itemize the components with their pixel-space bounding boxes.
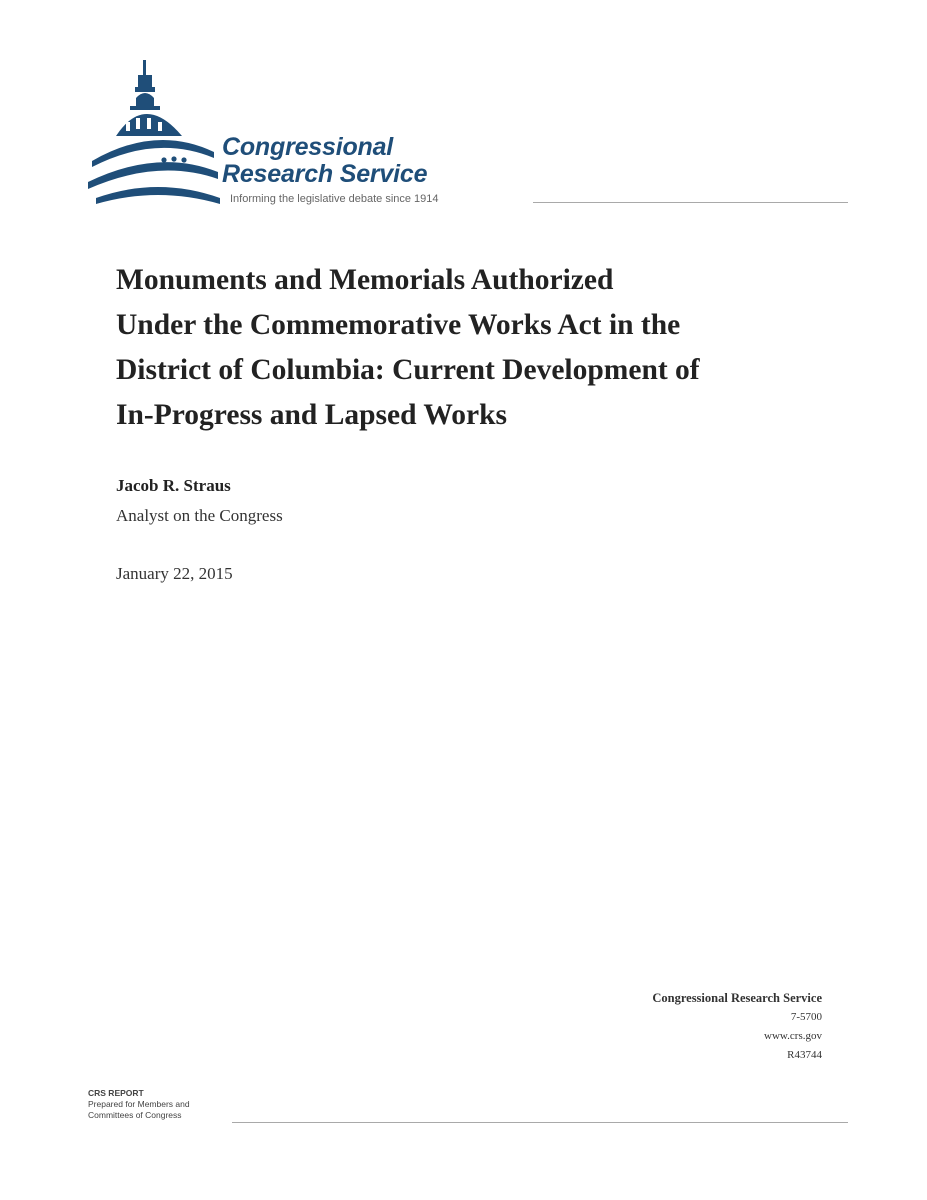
author-role: Analyst on the Congress <box>116 506 283 525</box>
crs-report-label: CRS REPORT <box>88 1088 144 1098</box>
crs-report-line: Prepared for Members and <box>88 1099 190 1109</box>
report-title-line: In-Progress and Lapsed Works <box>116 399 507 431</box>
brand-name-line1: Congressional <box>222 133 394 161</box>
crs-report-line: Committees of Congress <box>88 1110 182 1120</box>
header-divider <box>533 202 848 203</box>
footer-divider <box>232 1122 848 1123</box>
crs-report-note <box>88 1088 190 1121</box>
publisher-code: 7-5700 <box>790 1011 822 1023</box>
publisher-website: www.crs.gov <box>764 1030 822 1042</box>
report-title-line: District of Columbia: Current Development of <box>116 354 700 386</box>
report-number: R43744 <box>787 1049 822 1061</box>
author-name: Jacob R. Straus <box>116 476 231 495</box>
capitol-dome-logo-icon <box>86 58 226 208</box>
report-title <box>116 258 856 438</box>
report-title-line: Monuments and Memorials Authorized <box>116 264 614 296</box>
publisher-info <box>652 988 822 1065</box>
report-date: January 22, 2015 <box>116 564 233 583</box>
brand-name-line2: Research Service <box>222 160 428 188</box>
brand-tagline: Informing the legislative debate since 1914 <box>230 193 439 205</box>
publisher-name: Congressional Research Service <box>652 991 822 1005</box>
brand-name <box>222 134 427 188</box>
report-title-line: Under the Commemorative Works Act in the <box>116 309 681 341</box>
